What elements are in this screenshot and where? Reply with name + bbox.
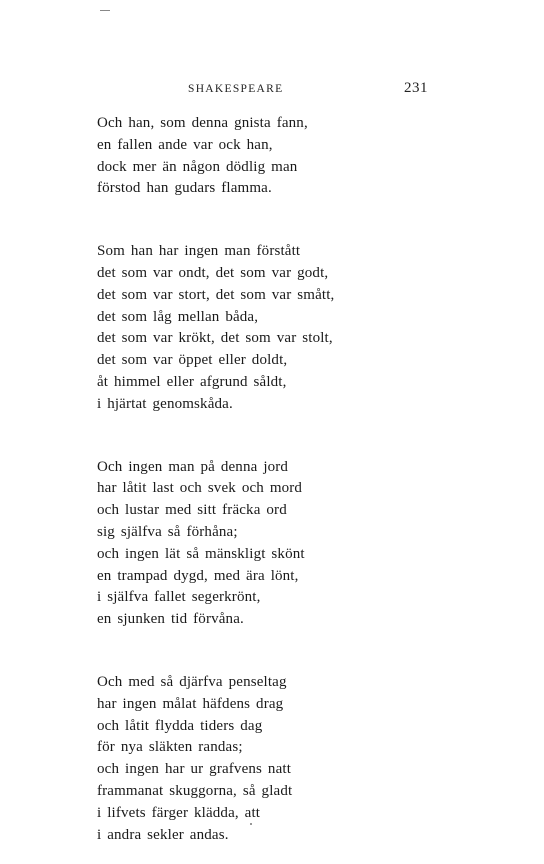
poem-line: och ingen har ur grafvens natt: [97, 761, 292, 778]
stanza-break: [97, 631, 477, 672]
stanza-3: [97, 457, 477, 631]
poem-line: och lustar med sitt fräcka ord: [97, 502, 287, 519]
stanza-break: [97, 200, 477, 241]
top-margin-mark: [100, 10, 110, 11]
poem-line: Och han, som denna gnista fann,: [97, 115, 308, 131]
poem-line: en sjunken tid förvåna.: [97, 611, 244, 628]
poem-line: i lifvets färger klädda, att: [97, 804, 261, 821]
poem-line: och ingen lät så mänskligt skönt: [97, 545, 305, 562]
poem-line: har ingen målat häfdens drag: [97, 695, 284, 712]
poem-line: en fallen ande var ock han,: [97, 136, 273, 153]
poem-line: det som låg mellan båda,: [97, 308, 259, 325]
poem-line: det som var stort, det som var smått,: [97, 286, 335, 303]
poem-line: det som var ondt, det som var godt,: [97, 264, 329, 281]
poem-line: dock mer än någon dödlig man: [97, 158, 298, 175]
poem-line: i själfva fallet segerkrönt,: [97, 589, 261, 606]
poem-line: har låtit last och svek och mord: [97, 480, 303, 497]
poem-line: frammanat skuggorna, så gladt: [97, 782, 293, 799]
running-head: SHAKESPEARE: [188, 83, 284, 95]
stanza-break: [97, 416, 477, 457]
poem-line: Och ingen man på denna jord: [97, 458, 289, 475]
poem-line: Som han har ingen man förstått: [97, 243, 301, 260]
poem-line: i andra sekler andas.: [97, 826, 229, 843]
poem: [97, 113, 477, 846]
poem-line: förstod han gudars flamma.: [97, 180, 272, 197]
poem-line: för nya släkten randas;: [97, 739, 243, 756]
poem-line: sig själfva så förhåna;: [97, 523, 238, 540]
poem-line: det som var krökt, det som var stolt,: [97, 330, 333, 347]
poem-line: och låtit flydda tiders dag: [97, 717, 263, 734]
poem-line: Och med så djärfva penseltag: [97, 673, 287, 690]
poem-line: det som var öppet eller doldt,: [97, 352, 288, 369]
stanza-1: [97, 113, 477, 200]
stanza-2: [97, 241, 477, 415]
poem-line: en trampad dygd, med ära lönt,: [97, 567, 299, 584]
page-number: 231: [404, 80, 428, 96]
poem-line: i hjärtat genomskåda.: [97, 395, 233, 412]
poem-line: åt himmel eller afgrund såldt,: [97, 373, 287, 390]
bottom-printer-mark: [250, 823, 252, 825]
stanza-4: [97, 672, 477, 846]
